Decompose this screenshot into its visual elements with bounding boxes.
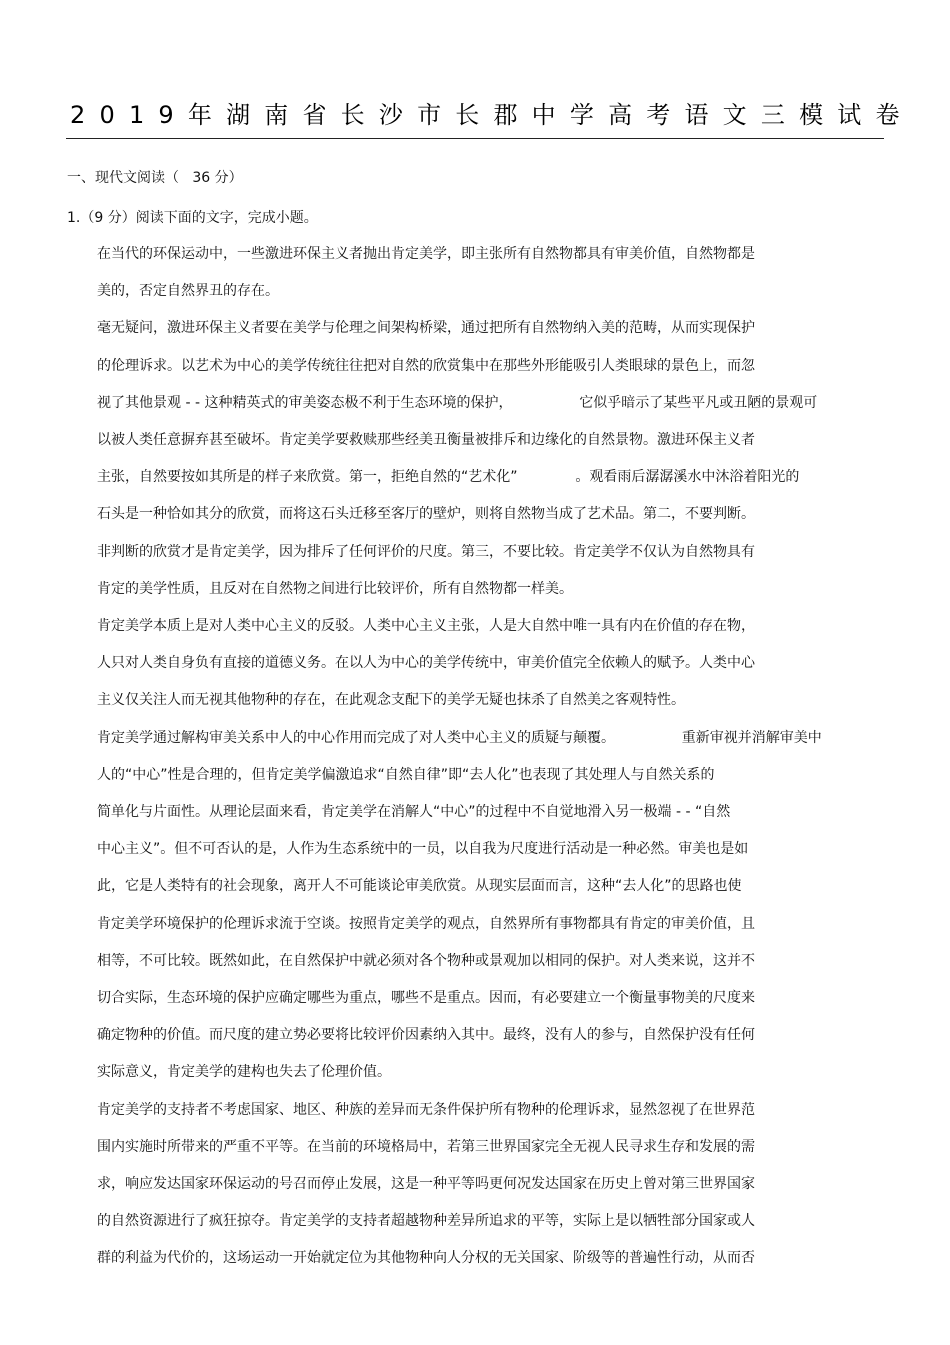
passage-line: 视了其他景观 - - 这种精英式的审美姿态极不利于生态环境的保护， 它似乎暗示了某些平凡或丑陋的景观可 bbox=[97, 395, 818, 411]
passage-line: 以被人类任意摒弃甚至破坏。肯定美学要救赎那些经美丑衡量被排斥和边缘化的自然景物。激进环保主义者 bbox=[97, 432, 755, 448]
passage-line: 切合实际，生态环境的保护应确定哪些为重点，哪些不是重点。因而，有必要建立一个衡量事物美的尺度来 bbox=[97, 990, 755, 1006]
passage-line: 的伦理诉求。以艺术为中心的美学传统往往把对自然的欣赏集中在那些外形能吸引人类眼球的景色上，而忽 bbox=[97, 358, 755, 374]
passage-line: 此，它是人类特有的社会现象，离开人不可能谈论审美欣赏。从现实层面而言，这种“去人化”的思路也使 bbox=[97, 878, 742, 894]
passage-line: 围内实施时所带来的严重不平等。在当前的环境格局中，若第三世界国家完全无视人民寻求生存和发展的需 bbox=[97, 1139, 755, 1155]
passage-line: 实际意义，肯定美学的建构也失去了伦理价值。 bbox=[97, 1064, 391, 1080]
passage-line: 群的利益为代价的，这场运动一开始就定位为其他物种向人分权的无关国家、阶级等的普遍性行动，从而否 bbox=[97, 1250, 755, 1266]
passage-line: 在当代的环保运动中，一些激进环保主义者抛出肯定美学，即主张所有自然物都具有审美价值，自然物都是 bbox=[97, 246, 755, 262]
passage-line: 肯定的美学性质，且反对在自然物之间进行比较评价，所有自然物都一样美。 bbox=[97, 581, 573, 597]
passage-line: 肯定美学通过解构审美关系中人的中心作用而完成了对人类中心主义的质疑与颠覆。 重新审视并消解审美中 bbox=[97, 730, 822, 746]
passage-line: 简单化与片面性。从理论层面来看，肯定美学在消解人“中心”的过程中不自觉地滑入另一极端 - - “自然 bbox=[97, 804, 731, 820]
passage-line: 主张，自然要按如其所是的样子来欣赏。第一，拒绝自然的“艺术化” 。观看雨后潺潺溪水中沐浴着阳光的 bbox=[97, 469, 800, 485]
passage-line: 毫无疑问，激进环保主义者要在美学与伦理之间架构桥梁，通过把所有自然物纳入美的范畴，从而实现保护 bbox=[97, 320, 755, 336]
passage-line: 肯定美学的支持者不考虑国家、地区、种族的差异而无条件保护所有物种的伦理诉求，显然忽视了在世界范 bbox=[97, 1102, 755, 1118]
exam-title: 2019年湖南省长沙市长郡中学高考语文三模试卷 bbox=[70, 101, 914, 129]
passage-line: 的自然资源进行了疯狂掠夺。肯定美学的支持者超越物种差异所追求的平等，实际上是以牺牲部分国家或人 bbox=[97, 1213, 755, 1229]
passage-line: 非判断的欣赏才是肯定美学，因为排斥了任何评价的尺度。第三，不要比较。肯定美学不仅认为自然物具有 bbox=[97, 544, 755, 560]
section-header: 一、现代文阅读（ 36 分） bbox=[67, 170, 243, 186]
passage-line: 相等，不可比较。既然如此，在自然保护中就必须对各个物种或景观加以相同的保护。对人类来说，这并不 bbox=[97, 953, 755, 969]
passage-line: 求，响应发达国家环保运动的号召而停止发展，这是一种平等吗更何况发达国家在历史上曾对第三世界国家 bbox=[97, 1176, 755, 1192]
passage-line: 确定物种的价值。而尺度的建立势必要将比较评价因素纳入其中。最终，没有人的参与，自然保护没有任何 bbox=[97, 1027, 755, 1043]
passage-line: 石头是一种恰如其分的欣赏，而将这石头迁移至客厅的壁炉，则将自然物当成了艺术品。第二，不要判断。 bbox=[97, 506, 755, 522]
passage-line: 主义仅关注人而无视其他物种的存在，在此观念支配下的美学无疑也抹杀了自然美之客观特性。 bbox=[97, 692, 685, 708]
question-intro: 1.（9 分）阅读下面的文字，完成小题。 bbox=[67, 210, 318, 226]
title-underline bbox=[66, 138, 884, 139]
passage-line: 人的“中心”性是合理的，但肯定美学偏激追求“自然自律”即“去人化”也表现了其处理人与自然关系的 bbox=[97, 767, 715, 783]
passage-line: 肯定美学本质上是对人类中心主义的反驳。人类中心主义主张，人是大自然中唯一具有内在价值的存在物， bbox=[97, 618, 755, 634]
passage-line: 人只对人类自身负有直接的道德义务。在以人为中心的美学传统中，审美价值完全依赖人的赋予。人类中心 bbox=[97, 655, 755, 671]
passage-line: 肯定美学环境保护的伦理诉求流于空谈。按照肯定美学的观点，自然界所有事物都具有肯定的审美价值，且 bbox=[97, 916, 755, 932]
passage-line: 中心主义”。但不可否认的是，人作为生态系统中的一员，以自我为尺度进行活动是一种必然。审美也是如 bbox=[97, 841, 749, 857]
passage-line: 美的，否定自然界丑的存在。 bbox=[97, 283, 279, 299]
